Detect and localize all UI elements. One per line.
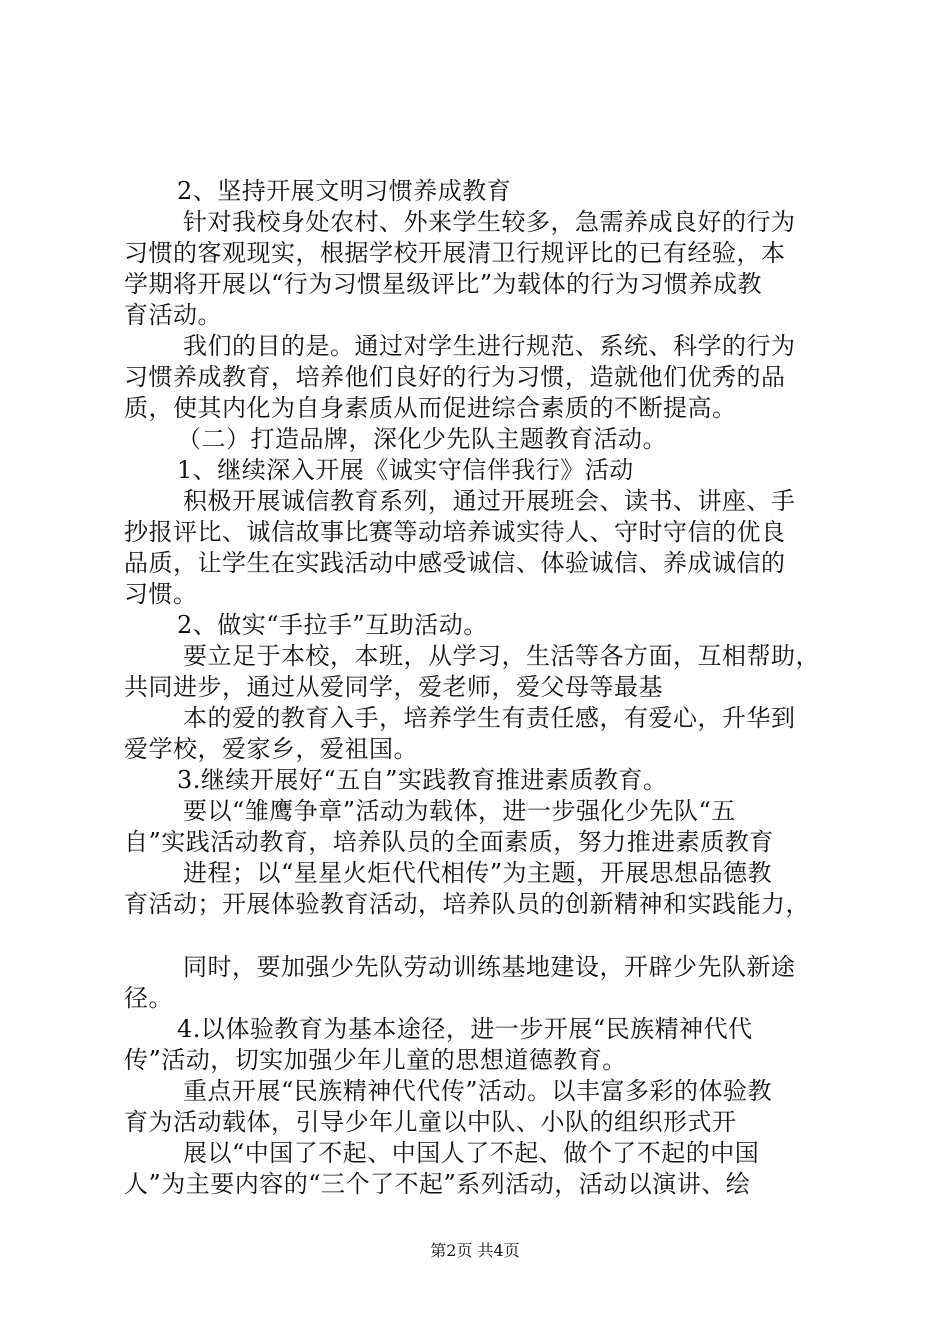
text-line: 传”活动，切实加强少年儿童的思想道德教育。	[124, 1046, 627, 1074]
text-line: 进程；以“星星火炬代代相传”为主题，开展思想品德教	[183, 859, 773, 887]
text-line: 2、做实“手拉手”互助活动。	[177, 611, 488, 639]
text-line: 4.以体验教育为基本途径，进一步开展“民族精神代代	[177, 1015, 753, 1043]
text-line: 要以“雏鹰争章”活动为载体，进一步强化少先队“五	[183, 797, 736, 825]
text-line: 抄报评比、诚信故事比赛等动培养诚实待人、守时守信的优良	[124, 518, 786, 546]
text-line: 习惯。	[124, 580, 198, 608]
text-line: 育活动；开展体验教育活动，培养队员的创新精神和实践能力，	[124, 890, 810, 918]
text-line: 1、继续深入开展《诚实守信伴我行》活动	[177, 456, 634, 484]
text-line: 人”为主要内容的“三个了不起”系列活动，活动以演讲、绘	[124, 1170, 751, 1198]
text-line: 自”实践活动教育，培养队员的全面素质，努力推进素质教育	[124, 828, 774, 856]
text-line: 径。	[124, 984, 173, 1012]
text-line: 积极开展诚信教育系列，通过开展班会、读书、讲座、手	[183, 487, 796, 515]
text-line: 育为活动载体，引导少年儿童以中队、小队的组织形式开	[124, 1108, 737, 1136]
text-line: 我们的目的是。通过对学生进行规范、系统、科学的行为	[183, 332, 796, 360]
text-line: （二）打造品牌，深化少先队主题教育活动。	[177, 425, 667, 453]
text-line: 要立足于本校，本班，从学习，生活等各方面，互相帮助，	[183, 642, 820, 670]
text-line: 习惯的客观现实，根据学校开展清卫行规评比的已有经验，本	[124, 239, 786, 267]
text-line: 学期将开展以“行为习惯星级评比”为载体的行为习惯养成教	[124, 270, 763, 298]
text-line: 质，使其内化为自身素质从而促进综合素质的不断提高。	[124, 394, 737, 422]
text-line: 同时，要加强少先队劳动训练基地建设，开辟少先队新途	[183, 953, 796, 981]
page-number-footer: 第2页 共4页	[430, 1241, 520, 1260]
text-line: 3.继续开展好“五自”实践教育推进素质教育。	[177, 766, 668, 794]
text-line: 品质，让学生在实践活动中感受诚信、体验诚信、养成诚信的	[124, 549, 786, 577]
text-line: 本的爱的教育入手，培养学生有责任感，有爱心，升华到	[183, 704, 796, 732]
text-line: 习惯养成教育，培养他们良好的行为习惯，造就他们优秀的品	[124, 363, 786, 391]
text-line: 2、坚持开展文明习惯养成教育	[177, 177, 512, 205]
text-line: 共同进步，通过从爱同学，爱老师，爱父母等最基	[124, 673, 663, 701]
text-line: 展以“中国了不起、中国人了不起、做个了不起的中国	[183, 1139, 760, 1167]
text-line: 爱学校，爱家乡，爱祖国。	[124, 735, 418, 763]
text-line: 针对我校身处农村、外来学生较多，急需养成良好的行为	[183, 208, 796, 236]
text-line: 重点开展“民族精神代代传”活动。以丰富多彩的体验教	[183, 1077, 773, 1105]
text-line: 育活动。	[124, 301, 222, 329]
